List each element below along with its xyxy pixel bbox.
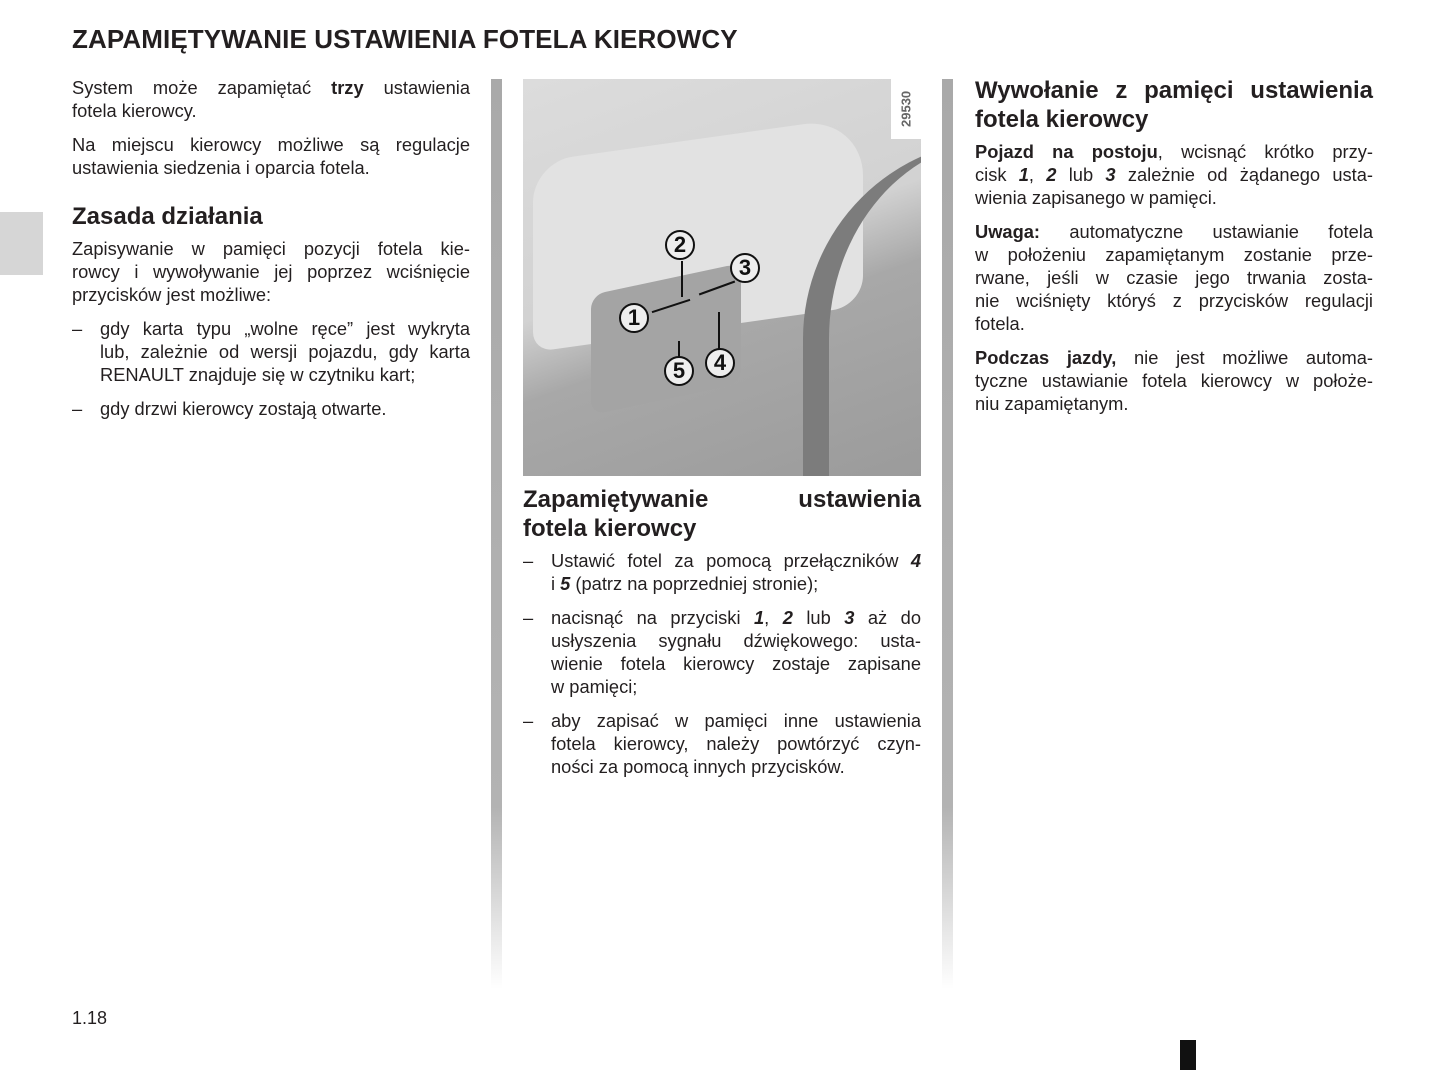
list-item: [72, 397, 470, 420]
list-dash: –: [523, 607, 534, 628]
text-run: Zapisywanie w pamięci pozycji fotela kie-: [72, 238, 470, 259]
text-line: [72, 237, 470, 260]
text-run: (patrz na poprzedniej stronie);: [570, 573, 819, 594]
paragraph: [72, 133, 470, 179]
text-run: Na miejscu kierowcy możliwe są regulacje: [72, 134, 470, 155]
emphasis-text: trzy: [331, 77, 364, 98]
text-line: [72, 99, 470, 122]
text-line: [975, 266, 1373, 289]
paragraph: [72, 76, 470, 122]
text-run: nie jest możliwe automa-: [1116, 347, 1373, 368]
text-run: fotela kierowcy: [975, 106, 1149, 133]
emphasis-text: Uwaga:: [975, 221, 1041, 242]
text-run: aż do: [854, 607, 921, 628]
paragraph: [975, 140, 1373, 209]
callout-5: 5: [664, 356, 694, 386]
page-title: ZAPAMIĘTYWANIE USTAWIENIA FOTELA KIEROWCY: [72, 24, 738, 54]
text-run: i: [551, 573, 561, 594]
callout-2: 2: [665, 230, 695, 260]
text-line: [975, 289, 1373, 312]
text-run: automatyczne ustawianie fotela: [1040, 221, 1373, 242]
text-run: nie wciśnięty któryś z przycisków regulacji: [975, 290, 1373, 311]
text-run: Ustawić fotel za pomocą przełączników: [551, 550, 911, 571]
text-line: [100, 340, 470, 363]
center-column: [523, 485, 921, 789]
text-line: [551, 549, 921, 572]
text-line: [523, 485, 921, 514]
text-line: [72, 260, 470, 283]
callout-3: 3: [730, 253, 760, 283]
list-dash: –: [72, 398, 83, 419]
page-number: 1.18: [72, 1008, 108, 1028]
text-line: [72, 76, 470, 99]
list-dash: –: [523, 550, 534, 571]
text-run: rowcy i wywoływanie jej poprzez wciśnięcie: [72, 261, 470, 282]
text-line: [975, 140, 1373, 163]
section-heading: [975, 76, 1373, 134]
text-run: wienia zapisanego w pamięci.: [975, 187, 1217, 208]
emphasis-text: 3: [1105, 164, 1116, 185]
text-line: [100, 317, 470, 340]
emphasis-text: 1: [753, 607, 765, 628]
text-run: , wcisnąć krótko przy-: [1157, 141, 1373, 162]
list-dash: –: [523, 710, 534, 731]
list-item: [72, 317, 470, 386]
text-run: wienie fotela kierowcy zostaje zapisane: [551, 653, 921, 674]
text-run: rwane, jeśli w czasie jego trwania zosta-: [975, 267, 1373, 288]
emphasis-text: Pojazd na postoju: [975, 141, 1158, 162]
text-run: niu zapamiętanym.: [975, 393, 1129, 414]
text-run: ustawienia: [363, 77, 470, 98]
emphasis-text: 1: [1018, 164, 1029, 185]
text-line: [975, 369, 1373, 392]
text-run: Zapamiętywanie ustawienia: [523, 486, 921, 513]
seat-controls-figure: [523, 79, 921, 476]
text-line: [975, 392, 1373, 415]
text-run: ności za pomocą innych przycisków.: [551, 756, 845, 777]
callout-4: 4: [705, 348, 735, 378]
text-line: [975, 346, 1373, 369]
text-line: [975, 220, 1373, 243]
section-heading: [72, 202, 470, 231]
text-run: nacisnąć na przyciski: [551, 607, 754, 628]
text-run: ,: [1028, 164, 1047, 185]
list-item: [523, 606, 921, 698]
text-run: cisk: [975, 164, 1019, 185]
text-line: [551, 709, 921, 732]
text-line: [523, 514, 921, 543]
text-line: [551, 652, 921, 675]
text-line: [72, 133, 470, 156]
emphasis-text: Podczas jazdy,: [975, 347, 1117, 368]
emphasis-text: 3: [844, 607, 855, 628]
paragraph: [975, 220, 1373, 335]
text-line: [551, 755, 921, 778]
text-run: gdy karta typu „wolne ręce” jest wykryta: [100, 318, 470, 339]
text-line: [551, 606, 921, 629]
text-run: fotela kierowcy.: [72, 100, 197, 121]
text-run: w pamięci;: [551, 676, 638, 697]
paragraph: [72, 237, 470, 306]
figure-ref-number: 29530: [891, 79, 921, 139]
text-line: [975, 76, 1373, 105]
text-line: [975, 243, 1373, 266]
text-line: [975, 163, 1373, 186]
text-line: [975, 186, 1373, 209]
chapter-tab: [0, 212, 43, 275]
text-run: tyczne ustawianie fotela kierowcy w położe-: [975, 370, 1373, 391]
column-divider: [491, 79, 502, 989]
emphasis-text: 5: [560, 573, 571, 594]
text-run: przycisków jest możliwe:: [72, 284, 272, 305]
section-heading: [523, 485, 921, 543]
section-end-mark: [1180, 1040, 1196, 1070]
text-line: [72, 202, 470, 231]
list-item: [523, 549, 921, 595]
text-run: w położeniu zapamiętanym zostanie prze-: [975, 244, 1373, 265]
text-run: lub, zależnie od wersji pojazdu, gdy karta: [100, 341, 470, 362]
text-run: lub: [792, 607, 845, 628]
emphasis-text: 2: [1046, 164, 1057, 185]
text-line: [551, 675, 921, 698]
text-line: [100, 397, 470, 420]
text-run: Zasada działania: [72, 203, 263, 230]
text-line: [551, 572, 921, 595]
text-run: ,: [764, 607, 783, 628]
text-run: System może zapamiętać: [72, 77, 332, 98]
text-line: [975, 312, 1373, 335]
paragraph: [975, 346, 1373, 415]
callout-1: 1: [619, 303, 649, 333]
left-column: [72, 76, 470, 431]
text-line: [72, 156, 470, 179]
right-column: [975, 76, 1373, 426]
text-run: zależnie od żądanego usta-: [1115, 164, 1373, 185]
text-run: RENAULT znajduje się w czytniku kart;: [100, 364, 416, 385]
text-run: fotela.: [975, 313, 1025, 334]
list-dash: –: [72, 318, 83, 339]
text-line: [72, 283, 470, 306]
text-line: [100, 363, 470, 386]
text-run: aby zapisać w pamięci inne ustawienia: [551, 710, 921, 731]
text-run: gdy drzwi kierowcy zostają otwarte.: [100, 398, 387, 419]
column-divider: [942, 79, 953, 989]
list-item: [523, 709, 921, 778]
emphasis-text: 2: [782, 607, 793, 628]
text-run: fotela kierowcy, należy powtórzyć czyn-: [551, 733, 921, 754]
text-run: lub: [1056, 164, 1106, 185]
text-line: [551, 732, 921, 755]
text-run: Wywołanie z pamięci ustawienia: [975, 77, 1373, 104]
text-run: usłyszenia sygnału dźwiękowego: usta-: [551, 630, 921, 651]
emphasis-text: 4: [910, 550, 921, 571]
text-line: [975, 105, 1373, 134]
text-run: ustawienia siedzenia i oparcia fotela.: [72, 157, 370, 178]
text-run: fotela kierowcy: [523, 515, 697, 542]
text-line: [551, 629, 921, 652]
